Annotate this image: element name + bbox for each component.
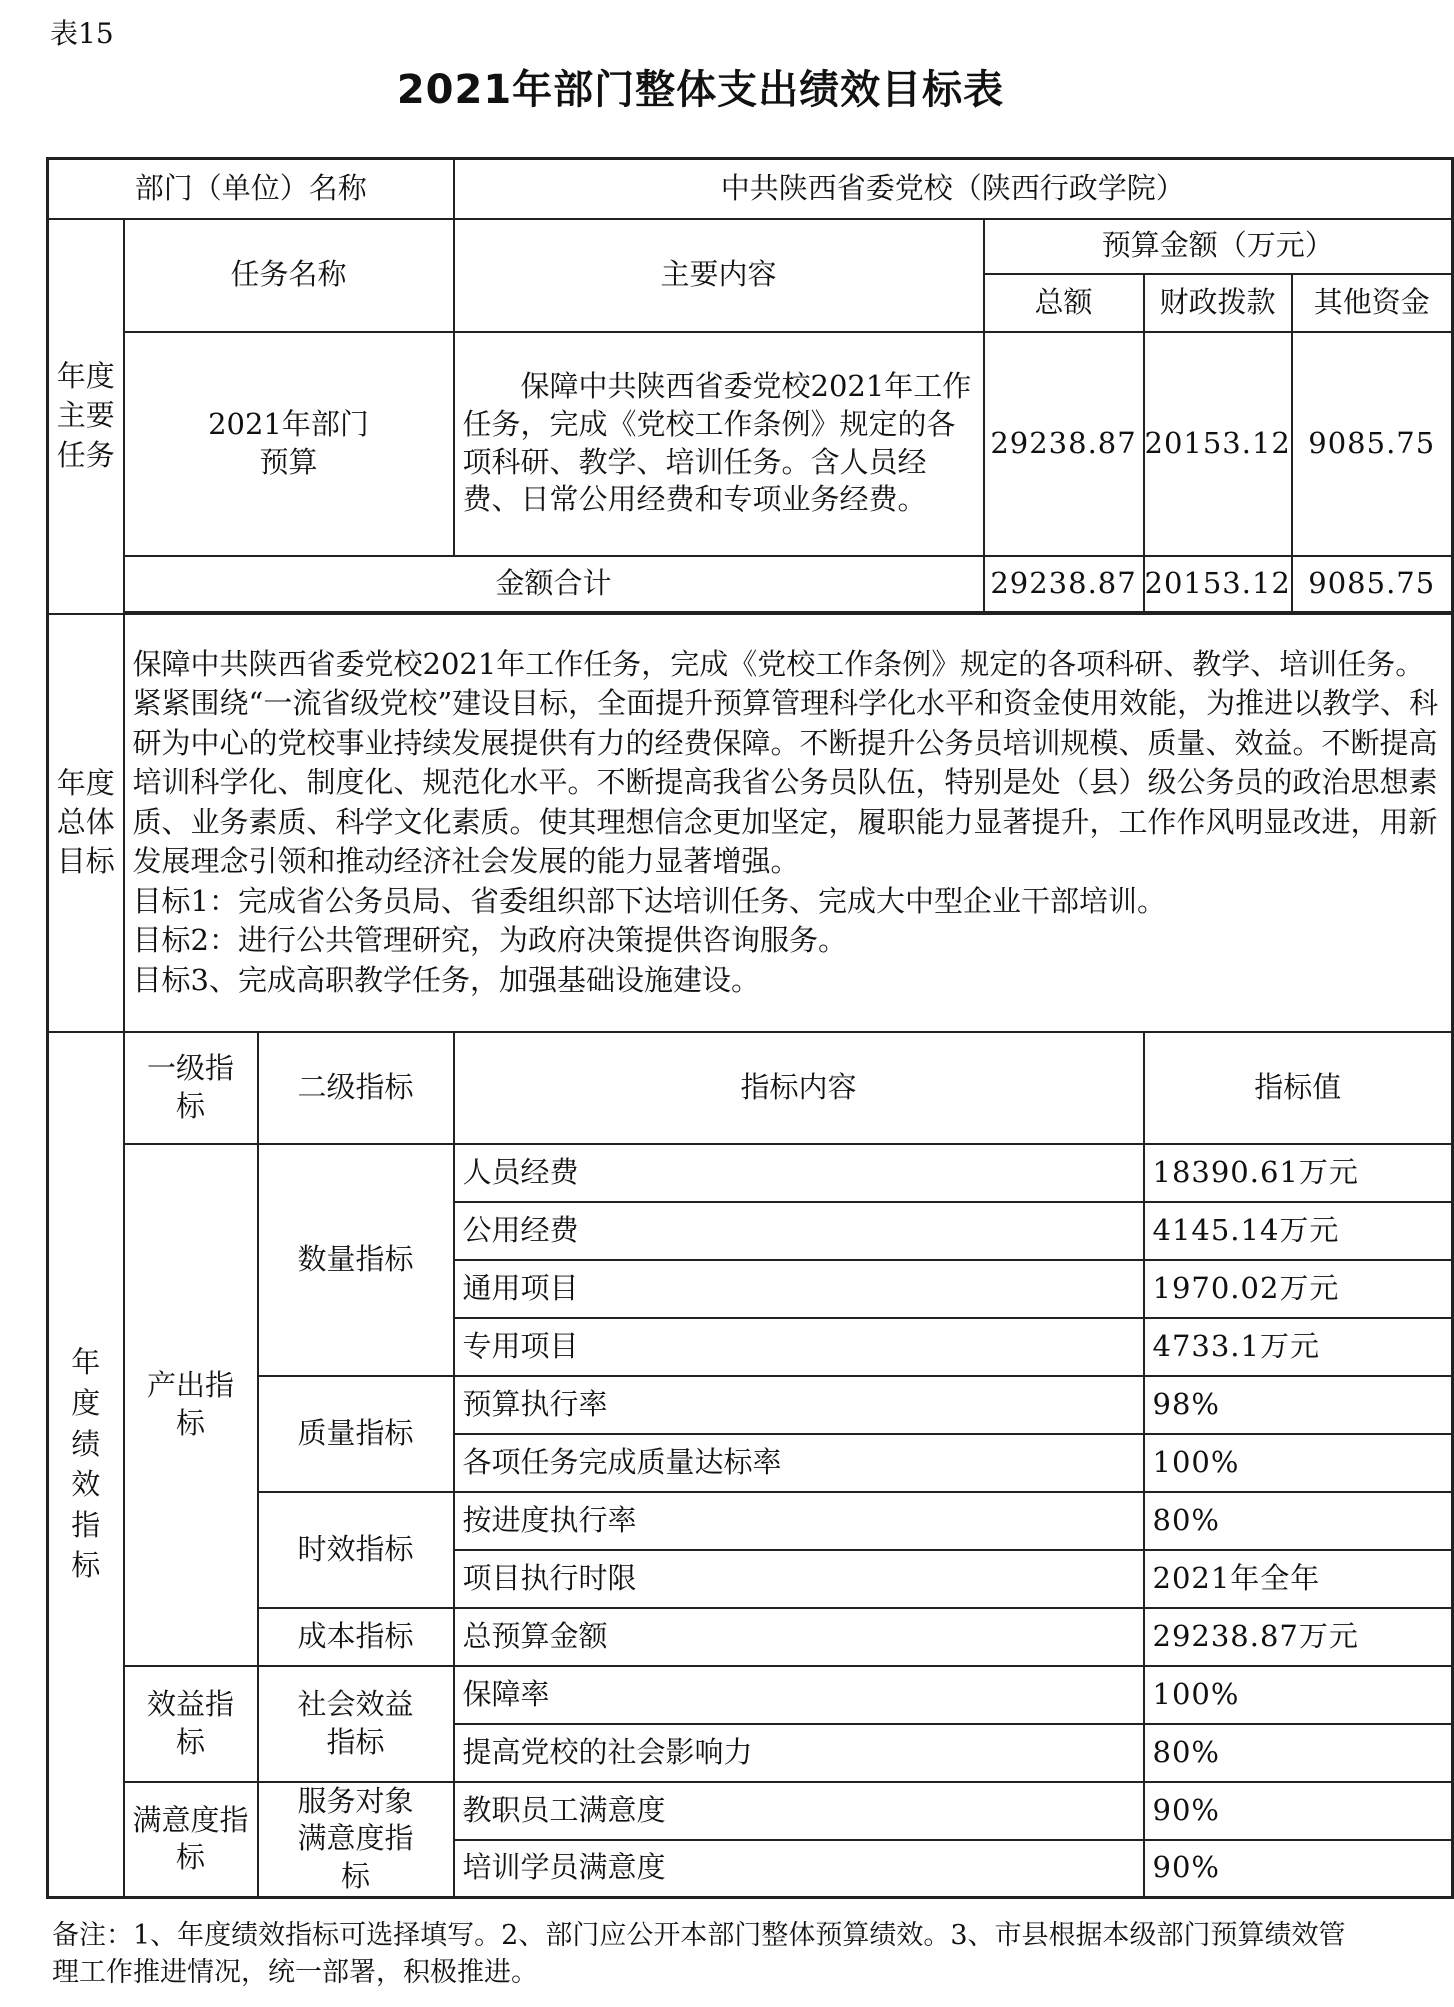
indicator-value: 80% [1144,1724,1453,1782]
header-value: 指标值 [1144,1032,1453,1144]
level2-service [258,1782,454,1898]
task-total: 29238.87 [984,332,1144,556]
overall-goal-cell [124,614,1453,1032]
level2-social [258,1666,454,1782]
indicator-value: 29238.87万元 [1144,1608,1453,1666]
sum-fiscal: 20153.12 [1144,556,1292,612]
indicator-value: 2021年全年 [1144,1550,1453,1608]
task-content-cell [454,332,984,556]
header-total: 总额 [984,274,1144,332]
level1-satisfaction-text: 满意度指标 [132,1802,249,1875]
header-main-content: 主要内容 [454,219,984,332]
indicator-value: 90% [1144,1840,1453,1898]
indicator-content: 提高党校的社会影响力 [454,1724,1144,1782]
dept-value: 中共陕西省委党校（陕西行政学院） [454,159,1453,219]
indicator-content: 通用项目 [454,1260,1144,1318]
sum-total: 29238.87 [984,556,1144,612]
indicators-side-text: 年度绩效指标 [71,1345,101,1583]
overall-goal-side-text: 年度总体目标 [56,765,115,879]
header-level2: 二级指标 [258,1032,454,1144]
indicator-content: 教职员工满意度 [454,1782,1144,1840]
indicator-content: 人员经费 [454,1144,1144,1202]
indicator-content: 专用项目 [454,1318,1144,1376]
sum-label: 金额合计 [124,556,984,612]
doc-label: 表15 [50,17,114,50]
level1-satisfaction [124,1782,258,1898]
level2-service-text: 服务对象满意度指标 [297,1783,414,1894]
indicator-value: 4145.14万元 [1144,1202,1453,1260]
indicator-value: 98% [1144,1376,1453,1434]
overall-goal-1: 目标1：完成省公务员局、省委组织部下达培训任务、完成大中型企业干部培训。 [132,883,1166,918]
indicator-value: 1970.02万元 [1144,1260,1453,1318]
level2-timeliness: 时效指标 [258,1492,454,1608]
indicators-side-label [48,1032,124,1898]
footnote: 备注：1、年度绩效指标可选择填写。2、部门应公开本部门整体预算绩效。3、市县根据本级部门预算绩效管理工作推进情况，统一部署，积极推进。 [52,1920,1346,1989]
overall-goal-paragraph: 保障中共陕西省委党校2021年工作任务，完成《党校工作条例》规定的各项科研、教学、培训任务。 紧紧围绕“一流省级党校”建设目标，全面提升预算管理科学化水平和资金使用效能，为推进以教学、科研为中心的党校事业持续发展提供有力的经费保障。不断提升公务员培训规模、质量、效益。不断提高培训科学化、制度化、规范化水平。不断提高我省公务员队伍，特别是处（县）级公务员的政治思想素质、业务素质、科学文化素质。使其理想信念更加坚定，履职能力显著提升，工作作风明显改进，用新发展理念引领和推动经济社会发展的能力显著增强。 [132,647,1439,879]
task-other: 9085.75 [1292,332,1453,556]
indicator-content: 保障率 [454,1666,1144,1724]
task-content: 保障中共陕西省委党校2021年工作任务，完成《党校工作条例》规定的各项科研、教学、培训任务。含人员经费、日常公用经费和专项业务经费。 [462,368,972,517]
indicator-value: 100% [1144,1666,1453,1724]
level1-benefit-text: 效益指标 [146,1686,234,1759]
indicator-content: 预算执行率 [454,1376,1144,1434]
level2-social-text: 社会效益指标 [297,1686,414,1759]
indicator-value: 4733.1万元 [1144,1318,1453,1376]
task-name: 2021年部门预算 [208,406,369,479]
header-level1 [124,1032,258,1144]
indicator-content: 项目执行时限 [454,1550,1144,1608]
indicator-value: 18390.61万元 [1144,1144,1453,1202]
level2-quality: 质量指标 [258,1376,454,1492]
header-content: 指标内容 [454,1032,1144,1144]
indicator-content: 培训学员满意度 [454,1840,1144,1898]
indicator-content: 各项任务完成质量达标率 [454,1434,1144,1492]
level1-output-text: 产出指标 [146,1367,234,1440]
annual-tasks-side-label [48,219,124,614]
header-level1-text: 一级指标 [146,1050,234,1123]
header-budget-group: 预算金额（万元） [984,219,1453,274]
indicator-value: 90% [1144,1782,1453,1840]
overall-goal-side-label [48,614,124,1032]
overall-goal-2: 目标2：进行公共管理研究，为政府决策提供咨询服务。 [132,923,847,958]
indicator-content: 总预算金额 [454,1608,1144,1666]
indicator-content: 公用经费 [454,1202,1144,1260]
header-other: 其他资金 [1292,274,1453,332]
header-task-name: 任务名称 [124,219,454,332]
doc-title: 2021年部门整体支出绩效目标表 [396,67,1005,113]
performance-table [46,157,1454,1899]
indicator-content: 按进度执行率 [454,1492,1144,1550]
level2-quantity: 数量指标 [258,1144,454,1376]
header-fiscal: 财政拨款 [1144,274,1292,332]
task-name-cell [124,332,454,556]
indicator-value: 80% [1144,1492,1453,1550]
task-fiscal: 20153.12 [1144,332,1292,556]
sum-other: 9085.75 [1292,556,1453,612]
level1-output [124,1144,258,1666]
level1-benefit [124,1666,258,1782]
level2-cost: 成本指标 [258,1608,454,1666]
dept-label: 部门（单位）名称 [48,159,454,219]
overall-goal-3: 目标3、完成高职教学任务，加强基础设施建设。 [132,962,760,997]
indicator-value: 100% [1144,1434,1453,1492]
annual-tasks-side-text: 年度主要任务 [56,359,115,472]
